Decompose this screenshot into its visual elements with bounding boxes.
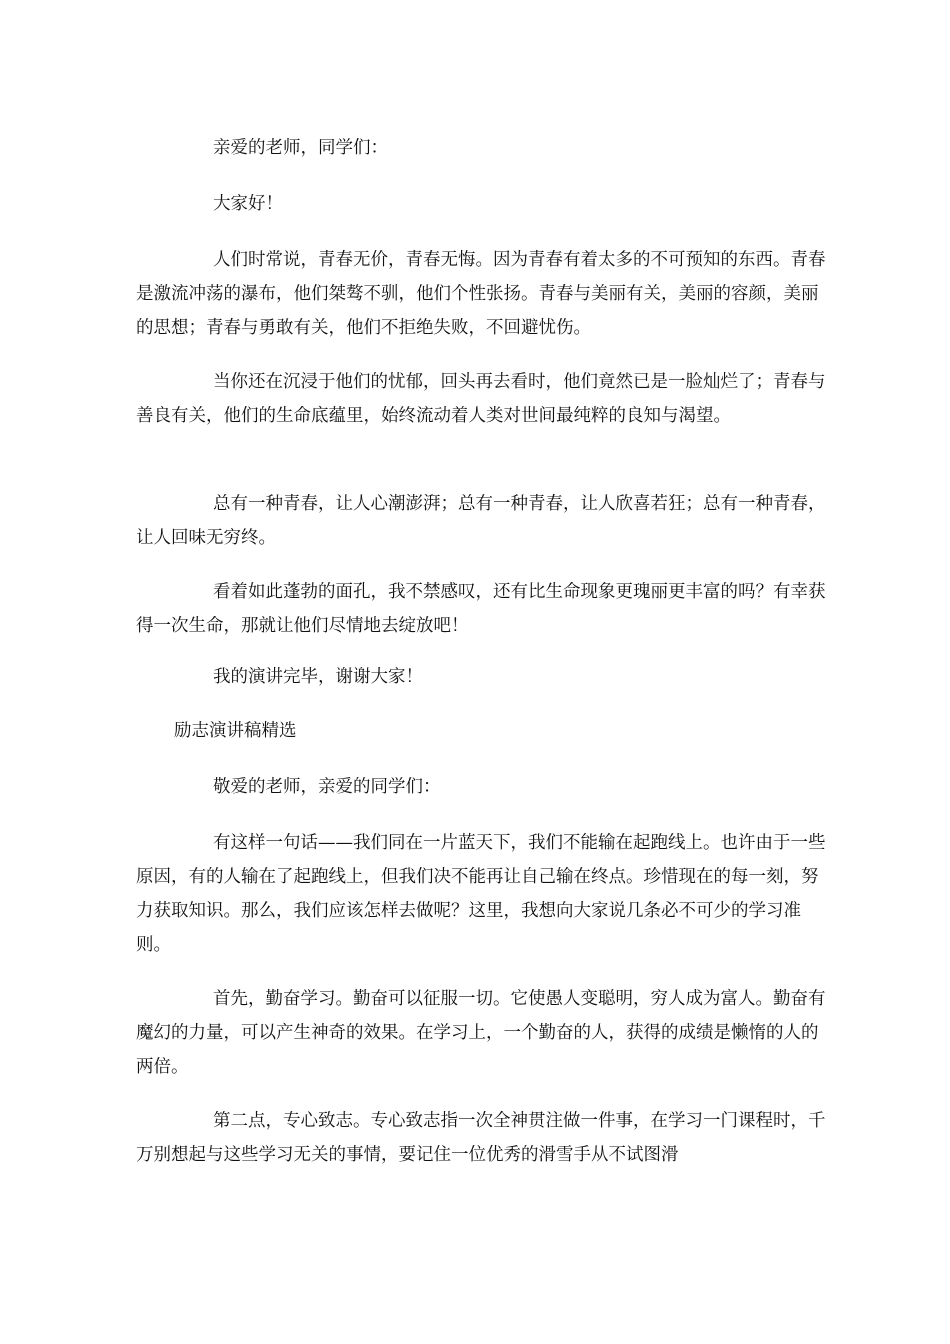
youth-paragraph: 人们时常说，青春无价，青春无悔。因为青春有着太多的不可预知的东西。青春是激流冲荡的瀑布，他们桀骜不驯，他们个性张扬。青春与美丽有关，美丽的容颜，美丽的思想；青春与勇敢有关，他们不拒绝失败，不回避忧伤。 — [136, 250, 826, 338]
section-title: 励志演讲稿精选 — [174, 721, 297, 741]
start-line-paragraph: 有这样一句话——我们同在一片蓝天下，我们不能输在起跑线上。也许由于一些原因，有的人输在了起跑线上，但我们决不能再让自己输在终点。珍惜现在的每一刻，努力获取知识。那么，我们应该怎样去做呢？这里，我想向大家说几条必不可少的学习准则。 — [136, 833, 826, 955]
greeting-paragraph: 亲爱的老师，同学们： — [213, 138, 388, 158]
hello-paragraph: 大家好！ — [213, 194, 283, 214]
youth-kinds-paragraph: 总有一种青春，让人心潮澎湃；总有一种青春，让人欣喜若狂；总有一种青春，让人回味无穷终。 — [136, 494, 826, 548]
focus-paragraph: 第二点，专心致志。专心致志指一次全神贯注做一件事，在学习一门课程时，千万别想起与这些学习无关的事情，要记住一位优秀的滑雪手从不试图滑 — [136, 1111, 826, 1165]
diligence-paragraph: 首先，勤奋学习。勤奋可以征服一切。它使愚人变聪明，穷人成为富人。勤奋有魔幻的力量，可以产生神奇的效果。在学习上，一个勤奋的人，获得的成绩是懒惰的人的两倍。 — [136, 989, 826, 1077]
bloom-paragraph: 看着如此蓬勃的面孔，我不禁感叹，还有比生命现象更瑰丽更丰富的吗？有幸获得一次生命，那就让他们尽情地去绽放吧！ — [136, 582, 826, 636]
greeting-paragraph-2: 敬爱的老师，亲爱的同学们： — [213, 777, 441, 797]
closing-paragraph: 我的演讲完毕，谢谢大家！ — [213, 667, 423, 687]
youth-smile-paragraph: 当你还在沉浸于他们的忧郁，回头再去看时，他们竟然已是一脸灿烂了；青春与善良有关，他们的生命底蕴里，始终流动着人类对世间最纯粹的良知与渴望。 — [136, 372, 826, 426]
